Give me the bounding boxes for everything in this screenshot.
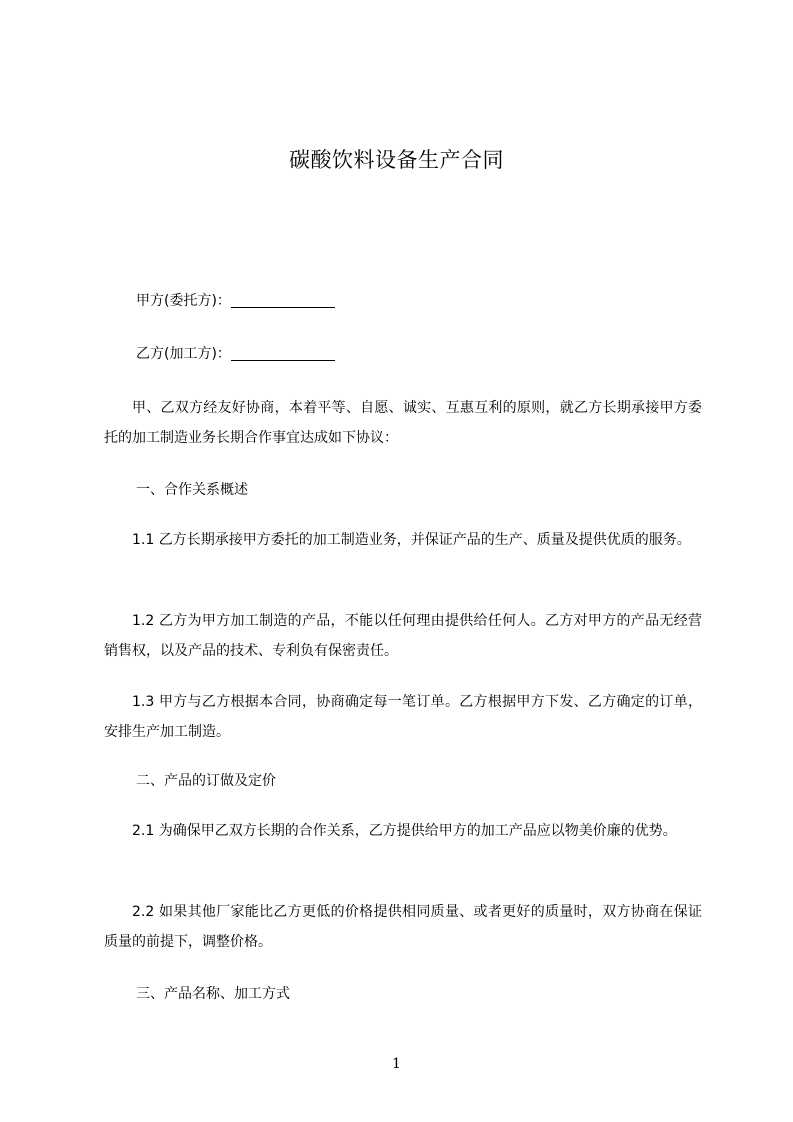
document-title: 碳酸饮料设备生产合同	[289, 148, 504, 172]
clause-1-3: 1.3 甲方与乙方根据本合同，协商确定每一笔订单。乙方根据甲方下发、乙方确定的订单，安排生产加工制造。	[104, 694, 702, 740]
clause-2-2: 2.2 如果其他厂家能比乙方更低的价格提供相同质量、或者更好的质量时，双方协商在保证质量的前提下，调整价格。	[104, 904, 702, 950]
page-number: 1	[392, 1056, 401, 1072]
party-b-label: 乙方(加工方)：	[136, 346, 231, 362]
party-b-blank[interactable]	[231, 346, 335, 361]
party-a-label: 甲方(委托方)：	[136, 293, 231, 309]
intro-paragraph: 甲、乙双方经友好协商，本着平等、自愿、诚实、互惠互利的原则，就乙方长期承接甲方委托的加工制造业务长期合作事宜达成如下协议：	[104, 400, 702, 446]
clause-1-2: 1.2 乙方为甲方加工制造的产品，不能以任何理由提供给任何人。乙方对甲方的产品无经营销售权，以及产品的技术、专利负有保密责任。	[104, 613, 702, 659]
section-3-heading: 三、产品名称、加工方式	[136, 986, 290, 1002]
clause-2-1: 2.1 为确保甲乙双方长期的合作关系，乙方提供给甲方的加工产品应以物美价廉的优势。	[132, 823, 677, 839]
clause-1-1: 1.1 乙方长期承接甲方委托的加工制造业务，并保证产品的生产、质量及提供优质的服务。	[132, 532, 691, 548]
party-a-row	[136, 292, 335, 310]
party-a-blank[interactable]	[231, 293, 335, 308]
section-1-heading: 一、合作关系概述	[136, 482, 248, 498]
party-b-row	[136, 345, 335, 363]
section-2-heading: 二、产品的订做及定价	[136, 773, 276, 789]
